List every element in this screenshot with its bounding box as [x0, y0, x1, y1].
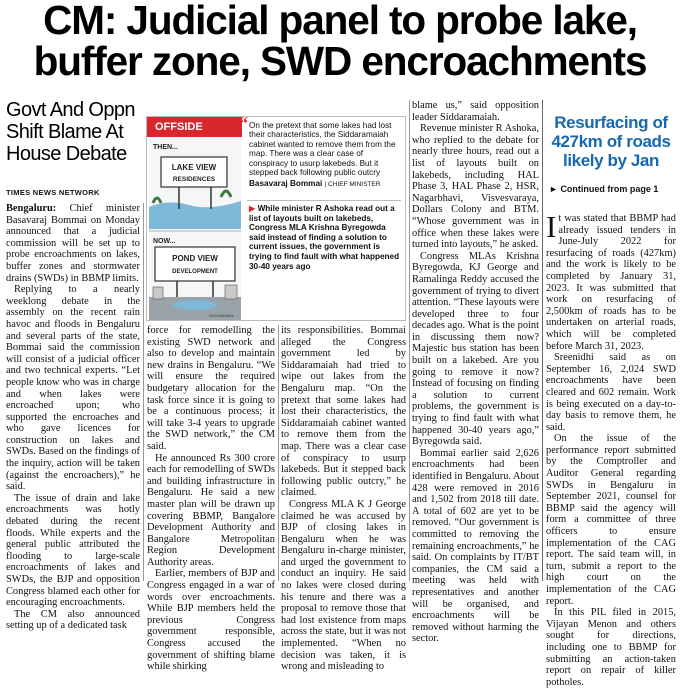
continued-label	[549, 184, 658, 194]
paragraph: It was stated that BBMP had already issued tenders in June-July 2022 for resurfacing of roads (427km) and the work is likely to be completed by January 31, 2023. It was submitted that work on resurfacing of 2,500km of roads has to be undertaken on arterial roads, which will be completed before March 31, 2023.	[546, 209, 676, 352]
column-divider	[409, 100, 410, 581]
headline-line-2: buffer zone, SWD encroachments	[33, 38, 647, 84]
paragraph: Earlier, members of BJP and Congress engaged in a war of words over encroachments. While BJP members held the previous Congress government responsible, Congress accused the government of shifting blame while shirking	[147, 568, 275, 673]
cartoon-then-sign-line-1: LAKE VIEW	[171, 163, 217, 172]
article-column-5	[546, 209, 676, 688]
paragraph: Replying to a nearly weeklong debate in the assembly on the recent rain havoc and floods in Bengaluru and several parts of the state, Bommai said the commission will consist of a judicial officer and two technical experts. “Let people know who was in charge and when lakes were encroached upon; who supported the encroaches and who gave licences for construction on lakes and SWDs. Based on the findings of the inquiry, action will be taken (against the encroachers),” he said.	[6, 284, 140, 493]
headline-line-1: CM: Judicial panel to probe lake,	[43, 0, 637, 43]
side-headline-line-2: 427km of roads	[551, 132, 671, 151]
paragraph: The CM also announced setting up of a dedicated task	[6, 608, 140, 632]
offside-quote	[239, 113, 401, 190]
paragraph: its responsibilities. Bommai alleged the Congress government led by Siddaramaiah had tried to wipe out lakes from the Bengaluru map. “On the pretext that some lakes had lost their characteristics, the Siddaramaiah cabinet wanted to remove them from the map. There was a clear case of conspiracy to usurp lakebeds. But it stepped back following public outcry,” he claimed.	[281, 325, 406, 499]
byline: TIMES NEWS NETWORK	[6, 188, 100, 197]
column-divider	[143, 203, 144, 581]
paragraph: Bommai earlier said 2,626 encroachments had been identified in Bengaluru. About 428 were removed in 2016 and 1,502 from 2018 till date. A total of 602 are yet to be removed. “Our government is committed to removing the remaining encroachments,” he said. On complaints by IT/BT companies, the CM said a meeting was held with representatives and another will be organised, and encroachments will be removed without harming the sector.	[412, 447, 539, 645]
column-divider	[542, 100, 543, 581]
drop-cap: I	[546, 209, 557, 244]
side-headline-line-1: Resurfacing of	[554, 113, 668, 132]
paragraph: Bengaluru: Chief minister Basavaraj Bommai on Monday announced that a judicial commission will be set up to probe encroachments on lakes, buffer zones and stormwater drains (SWDs) in BBMP limits.	[6, 203, 140, 284]
article-column-1	[6, 203, 140, 632]
article-column-2	[147, 325, 275, 673]
paragraph: He announced Rs 300 crore each for remodelling of SWDs and building infrastructure in Bengaluru. He said a new master plan will be drawn up covering BBMP, Bangalore Development Authority and Bangalore Metropolitan Region Development Authority areas.	[147, 452, 275, 568]
cartoon-illustration	[149, 137, 241, 320]
cartoon-signature: SUDHAKARA	[209, 313, 234, 318]
offside-attribution	[249, 179, 401, 189]
side-headline-line-3: likely by Jan	[563, 151, 659, 170]
cartoon-now-sign-line-1: POND VIEW	[172, 254, 218, 263]
arrow-icon: ▶	[249, 204, 256, 213]
side-headline	[547, 113, 675, 170]
headline	[0, 0, 680, 82]
subhead-line-3: House Debate	[6, 143, 127, 165]
subhead-line-2: Shift Blame At	[6, 121, 124, 143]
offside-highlight-text: While minister R Ashoka read out a list of layouts built on lakebeds, Congress MLA Krishna Byregowda said instead of finding a solution to current issues, the government is trying to find fault with what happened 30-40 years ago	[249, 204, 400, 271]
paragraph: Sreenidhi said as on September 16, 2,024 SWD encroachments have been cleared and 602 remain. Work is being executed on a day-to-day basis to remove them, he said.	[546, 352, 676, 433]
arrow-icon: ►	[549, 184, 558, 194]
quote-mark-icon: “	[239, 113, 248, 133]
subhead	[6, 99, 142, 165]
paragraph: force for remodelling the existing SWD network and also to develop and maintain new drains in Bengaluru. “We will ensure the required budgetary allocation for the task force since it is going to be a continuous process; it will take 3-4 years to upgrade the SWD network,” the CM said.	[147, 325, 275, 452]
offside-box	[146, 113, 406, 321]
paragraph: Congress MLAs Krishna Byregowda, KJ George and Ramalinga Reddy accused the government of trying to divert attention. “These layouts were developed three to four decades ago. What is the point in discussing them now? Majestic bus station has been built on a lakebed. Are you going to remove it now? Instead of focusing on finding a solution to current problems, the government is trying to find fault with what happened 30-40 years ago,” Byregowda said.	[412, 250, 539, 448]
dateline: Bengaluru:	[6, 203, 57, 214]
attribution-name: Basavaraj Bommai	[249, 179, 323, 189]
cartoon-then-sign-line-2: RESIDENCES	[172, 176, 216, 183]
paragraph: Congress MLA K J George claimed he was accused by BJP of closing lakes in Bengaluru when he was Bengaluru in-charge minister, and urged the government to conduct an inquiry. He said no lakes were closed during his tenure and there was a proposal to remove those that had lost existence from maps across the state, but it was not implemented. “When no decision was taken, it is wrong and misleading to	[281, 498, 406, 673]
paragraph: Revenue minister R Ashoka, who replied to the debate for nearly three hours, read out a list of layouts built on lakebeds, including HAL Phase 3, HAL Phase 2, HSR, Nagarbhavi, Visvesvaraya, Dollars Colony and BTM. “Whose government was in office when these lakes were turned into layouts,” he asked.	[412, 123, 539, 251]
continued-text: Continued from page 1	[560, 184, 659, 194]
article-column-4	[412, 100, 539, 645]
cartoon-now-sign-line-2: DEVELOPMENT	[172, 269, 218, 275]
paragraph: The issue of drain and lake encroachments was hotly debated during the recent floods. While experts and the general public attributed the flooding to large-scale encroachments of lakes and SWDs, the BJP and opposition Congress blamed each other for encouraging encroachments.	[6, 492, 140, 609]
paragraph: blame us,” said opposition leader Siddaramaiah.	[412, 100, 539, 123]
paragraph: In this PIL filed in 2015, Vijayan Menon and others sought for directions, including one to BBMP for submitting an action-taken report on repair of killer potholes.	[546, 607, 676, 688]
offside-tag: OFFSIDE	[147, 117, 242, 137]
cartoon-now-label: NOW...	[153, 238, 176, 245]
cartoon	[149, 137, 241, 320]
paragraph: On the issue of the performance report submitted by the Comptroller and Auditor General regarding SWDs in Bengaluru in September 2021, counsel for BBMP said the agency will form a committee of three officers to ensure implementation of the CAG report. The said team will, in turn, submit a report to the high court on the implementation of the CAG report.	[546, 433, 676, 607]
offside-highlight	[249, 204, 403, 271]
column-divider	[278, 325, 279, 581]
offside-divider	[247, 200, 401, 201]
cartoon-then-label: THEN...	[153, 144, 178, 151]
attribution-role: | CHIEF MINISTER	[324, 181, 381, 189]
offside-quote-text: On the pretext that some lakes had lost their characteristics, the Siddaramaiah cabinet wanted to remove them from the map. There was a clear case of conspiracy to usurp lakebeds. But it stepped back following public outcry	[249, 121, 396, 178]
article-column-3	[281, 325, 406, 673]
subhead-line-1: Govt And Oppn	[6, 99, 135, 121]
